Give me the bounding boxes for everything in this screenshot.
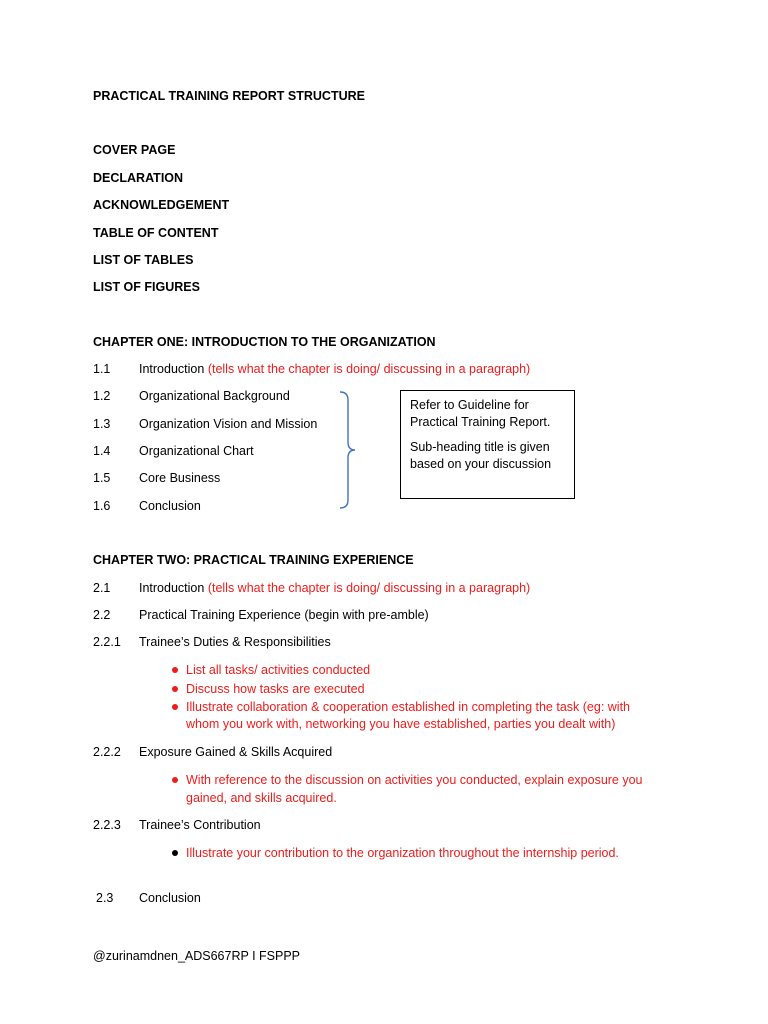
item-text: Organizational Chart xyxy=(139,444,254,458)
bullet-text: With reference to the discussion on activities you conducted, explain exposure you xyxy=(186,773,643,787)
item-number: 1.3 xyxy=(93,417,111,431)
item-text: Core Business xyxy=(139,471,221,485)
bullet-dot xyxy=(172,686,178,692)
item-number: 1.4 xyxy=(93,444,111,458)
footer-credit: @zurinamdnen_ADS667RP I FSPPP xyxy=(93,949,301,963)
item-text: Introduction xyxy=(139,362,205,376)
curly-brace-icon xyxy=(338,390,360,510)
bullet-text: Illustrate your contribution to the organization throughout the internship period. xyxy=(186,846,619,860)
bullet-text: Illustrate collaboration & cooperation established in completing the task (eg: with xyxy=(186,700,631,714)
bullet-text: Discuss how tasks are executed xyxy=(186,682,365,696)
item-text-group xyxy=(139,361,530,377)
front-matter-list-of-figures: LIST OF FIGURES xyxy=(93,280,200,294)
bullet-dot xyxy=(172,850,178,856)
front-matter-cover-page: COVER PAGE xyxy=(93,143,176,157)
item-number: 2.2.1 xyxy=(93,635,121,649)
item-note: (tells what the chapter is doing/ discussing in a paragraph) xyxy=(207,362,531,376)
item-note: (tells what the chapter is doing/ discussing in a paragraph) xyxy=(207,581,531,595)
item-text: Exposure Gained & Skills Acquired xyxy=(139,745,333,759)
note-paragraph-1 xyxy=(410,397,565,431)
front-matter-table-of-content: TABLE OF CONTENT xyxy=(93,226,219,240)
item-text: Practical Training Experience (begin with pre-amble) xyxy=(139,608,429,622)
chapter-two-heading: CHAPTER TWO: PRACTICAL TRAINING EXPERIENCE xyxy=(93,553,414,567)
item-number: 1.2 xyxy=(93,389,111,403)
note-line: based on your discussion xyxy=(410,457,552,471)
bullet-text: List all tasks/ activities conducted xyxy=(186,663,371,677)
note-paragraph-2 xyxy=(410,439,565,473)
front-matter-declaration: DECLARATION xyxy=(93,171,184,185)
item-number: 2.3 xyxy=(96,891,114,905)
item-text: Conclusion xyxy=(139,891,201,905)
bullet-text-continued: whom you work with, networking you have established, parties you dealt with) xyxy=(186,717,616,731)
item-text: Introduction xyxy=(139,581,205,595)
note-line: Practical Training Report. xyxy=(410,415,551,429)
item-number: 2.2.3 xyxy=(93,818,121,832)
item-text: Organizational Background xyxy=(139,389,290,403)
chapter-one-heading: CHAPTER ONE: INTRODUCTION TO THE ORGANIZATION xyxy=(93,335,436,349)
item-number: 2.2 xyxy=(93,608,111,622)
item-text-group xyxy=(139,580,530,596)
bullet-dot xyxy=(172,667,178,673)
note-line: Sub-heading title is given xyxy=(410,440,550,454)
document-title: PRACTICAL TRAINING REPORT STRUCTURE xyxy=(93,89,365,103)
front-matter-list-of-tables: LIST OF TABLES xyxy=(93,253,194,267)
item-text: Trainee’s Contribution xyxy=(139,818,261,832)
bullet-dot xyxy=(172,777,178,783)
item-number: 2.2.2 xyxy=(93,745,121,759)
item-text: Organization Vision and Mission xyxy=(139,417,318,431)
item-number: 1.1 xyxy=(93,362,111,376)
item-number: 1.5 xyxy=(93,471,111,485)
item-text: Trainee’s Duties & Responsibilities xyxy=(139,635,331,649)
front-matter-acknowledgement: ACKNOWLEDGEMENT xyxy=(93,198,230,212)
item-number: 1.6 xyxy=(93,499,111,513)
bullet-dot xyxy=(172,704,178,710)
guideline-note-box xyxy=(400,390,575,499)
bullet-text-continued: gained, and skills acquired. xyxy=(186,791,337,805)
item-text: Conclusion xyxy=(139,499,201,513)
item-number: 2.1 xyxy=(93,581,111,595)
note-line: Refer to Guideline for xyxy=(410,398,529,412)
